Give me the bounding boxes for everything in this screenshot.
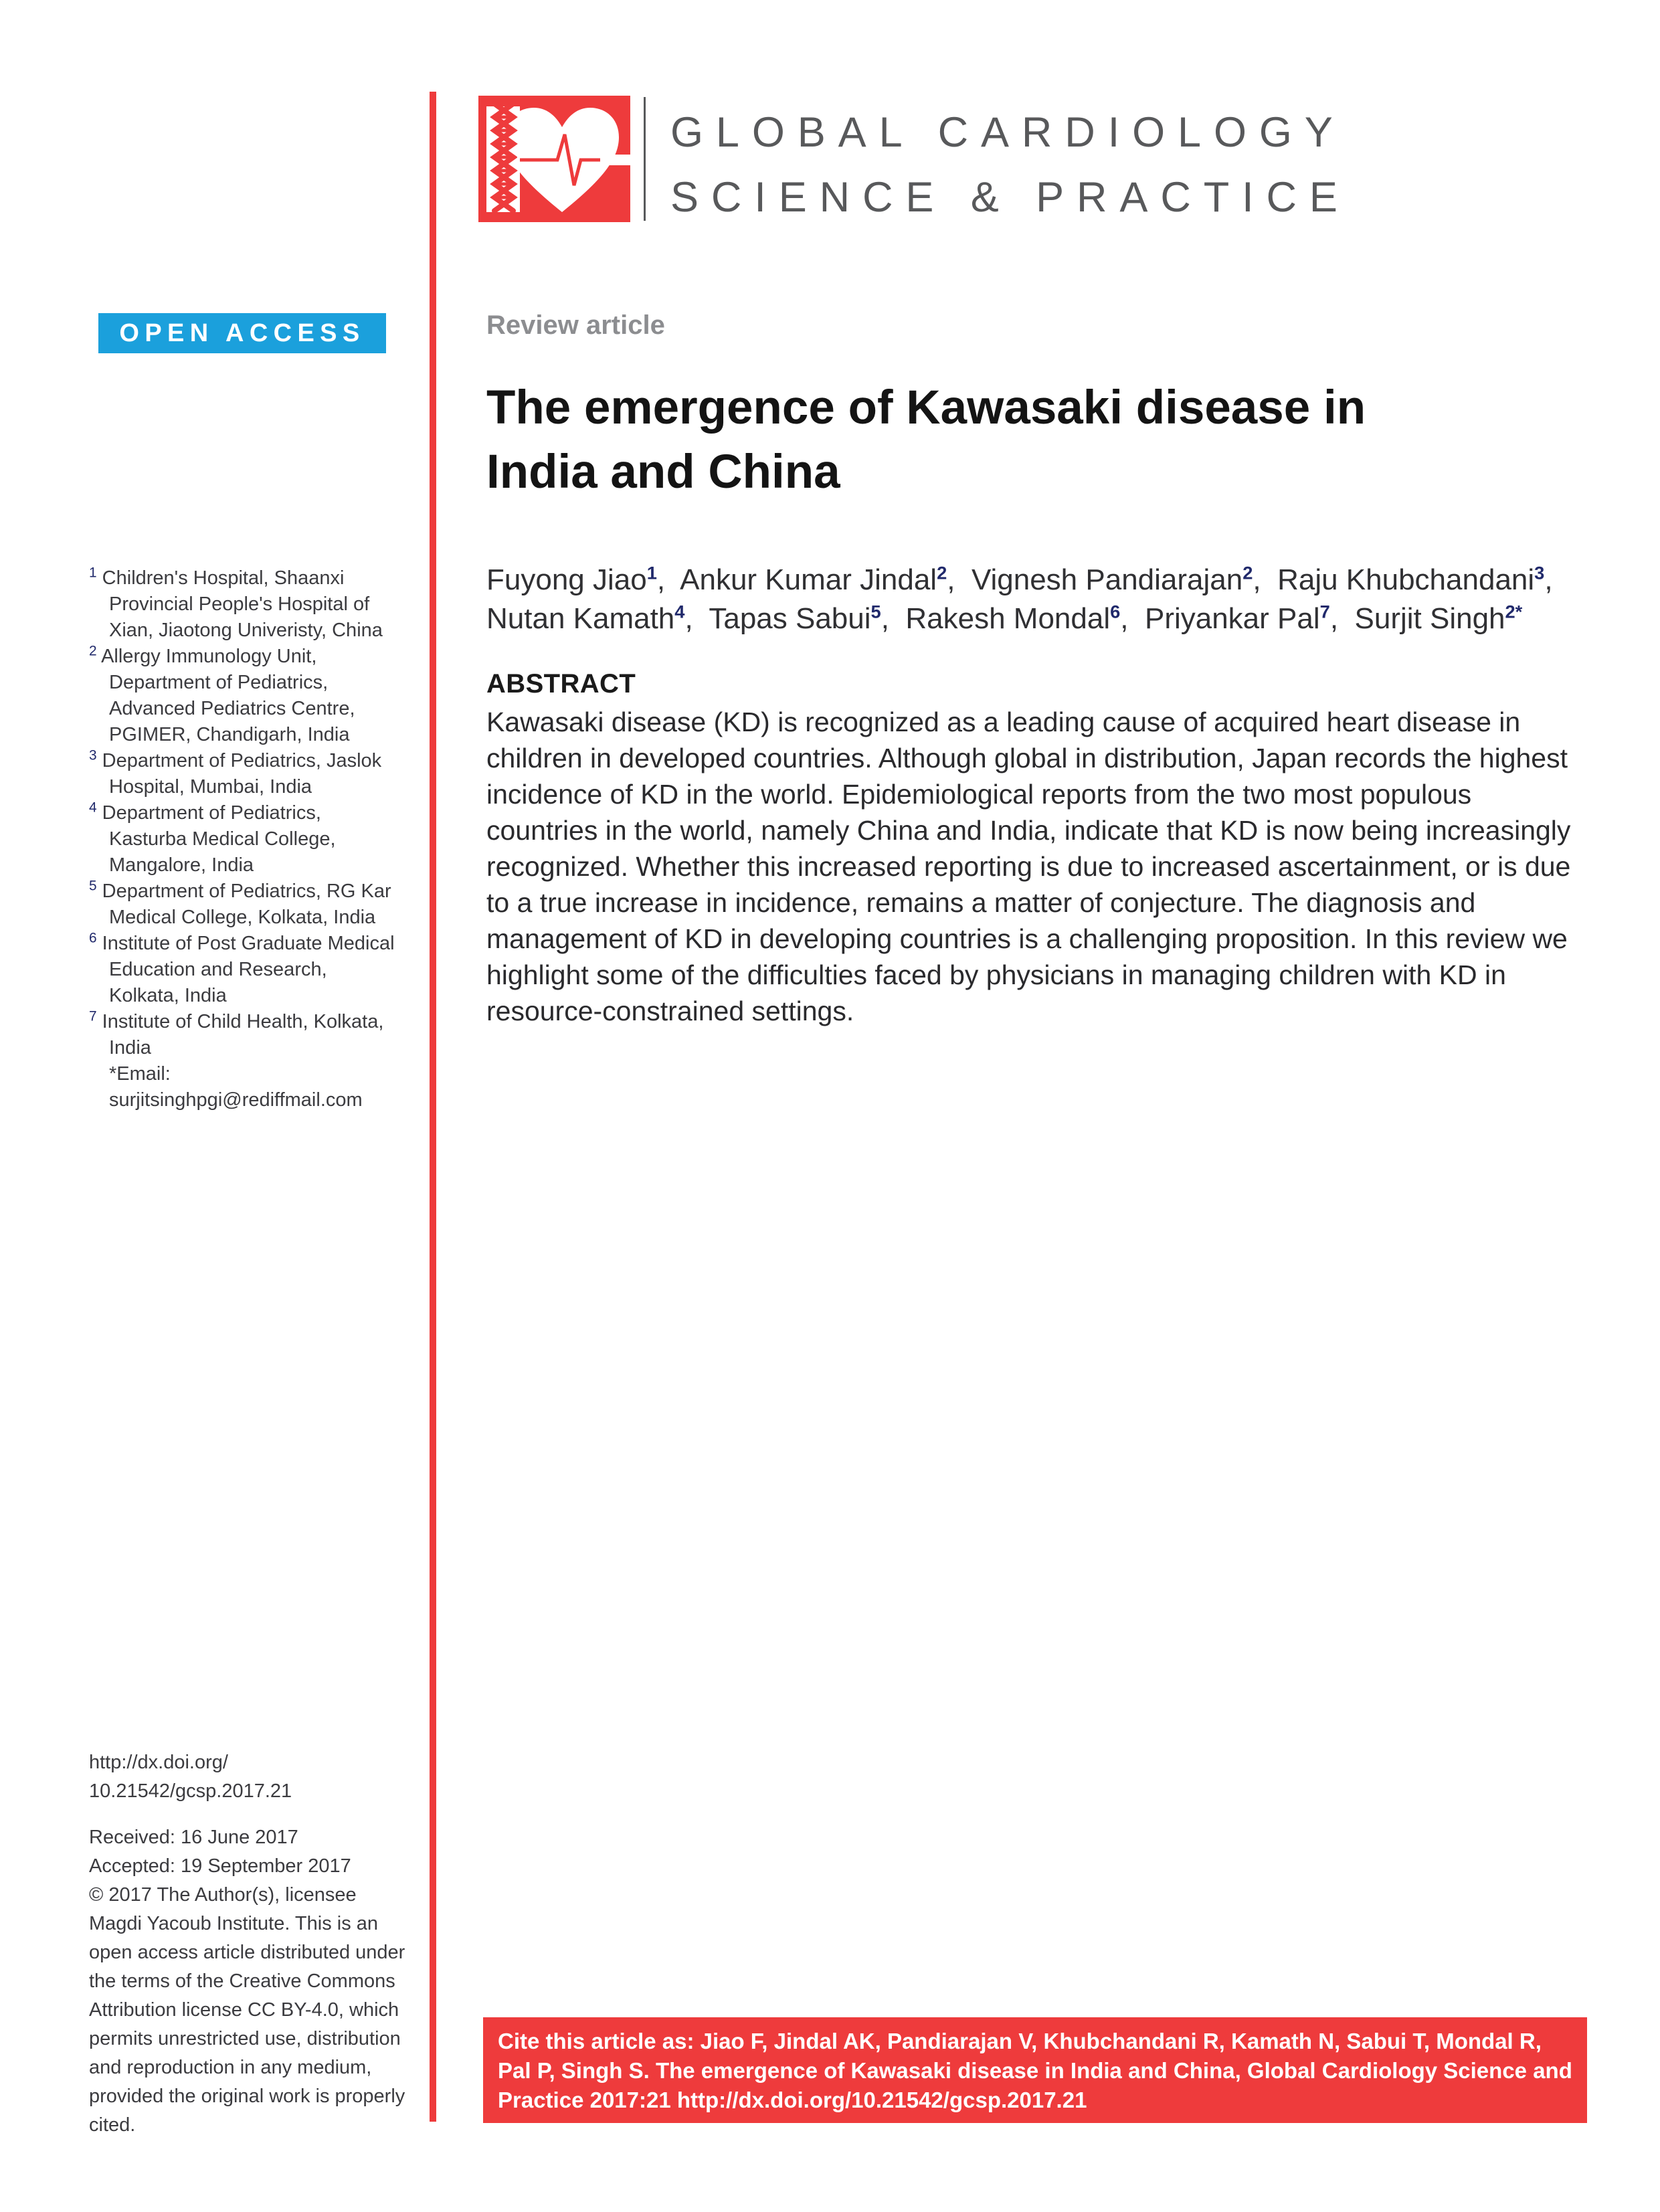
affiliations — [89, 565, 402, 1113]
corresponding-email[interactable]: *Email: surjitsinghpgi@rediffmail.com — [109, 1063, 363, 1111]
heart-dna-ekg-icon — [478, 96, 630, 222]
affiliation: $^6$ Institute of Post Graduate Medical Education and Research, Kolkata, India — [89, 930, 395, 1006]
logo-separator-rule — [644, 97, 646, 221]
received-date: Received: 16 June 2017 — [89, 1827, 298, 1848]
journal-name — [670, 100, 1350, 230]
article-title-line2: India and China — [486, 446, 840, 498]
author: Rakesh Mondal$^6$, — [905, 601, 1145, 635]
author: Fuyong Jiao$^1$, — [486, 562, 680, 596]
affiliation-list — [89, 565, 402, 1061]
sidebar-meta — [89, 1748, 409, 2140]
journal-logo — [478, 96, 630, 222]
author: Ankur Kumar Jindal$^2$, — [680, 562, 972, 596]
author: Nutan Kamath$^4$, — [486, 601, 709, 635]
dna-rungs — [498, 117, 509, 197]
affiliation: $^3$ Department of Pediatrics, Jaslok Hospital, Mumbai, India — [89, 747, 382, 798]
affiliation: $^1$ Children's Hospital, Shaanxi Provincial People's Hospital of Xian, Jiaotong Univeristy, China — [89, 565, 383, 641]
open-access-badge: OPEN ACCESS — [98, 313, 386, 353]
author: Surjit Singh$^{2*}$ — [1354, 601, 1523, 635]
affiliation: $^2$ Allergy Immunology Unit, Department of Pediatrics, Advanced Pediatrics Centre, PGIMER, Chandigarh, India — [89, 643, 355, 745]
article-title — [486, 376, 1624, 504]
author-list — [486, 561, 1617, 638]
citation-box — [483, 2017, 1587, 2123]
accepted-date: Accepted: 19 September 2017 — [89, 1855, 351, 1877]
doi-link[interactable] — [89, 1748, 409, 1806]
citation-text: Cite this article as: Jiao F, Jindal AK, Pandiarajan V, Khubchandani R, Kamath N, Sabui T, Mondal R, Pal P, Singh S. The emergence of Kawasaki disease in India and China, Global Cardiology Science and Practice 2017:21 http://dx.doi.org/10.21542/gcsp.2017.21 — [498, 2029, 1572, 2112]
author: Raju Khubchandani$^3$, — [1277, 562, 1561, 596]
doi-line2: 10.21542/gcsp.2017.21 — [89, 1780, 292, 1802]
author: Priyankar Pal$^7$, — [1144, 601, 1355, 635]
journal-name-line1: GLOBAL CARDIOLOGY — [670, 109, 1346, 156]
affiliation: $^7$ Institute of Child Health, Kolkata, India — [89, 1008, 384, 1058]
journal-name-line2: SCIENCE & PRACTICE — [670, 174, 1350, 221]
article-title-line1: The emergence of Kawasaki disease in — [486, 381, 1366, 434]
doi-line1: http://dx.doi.org/ — [89, 1752, 228, 1773]
article-type-label: Review article — [486, 310, 665, 340]
abstract-text: Kawasaki disease (KD) is recognized as a leading cause of acquired heart disease in children in developed countries. Although global in distribution, Japan records the highest incidence of KD in the world. Epidemiological reports from the two most populous countries in the world, namely China and India, indicate that KD is now being increasingly recognized. Whether this increased reporting is due to increased ascertainment, or is due to a true increase in incidence, remains a matter of conjecture. The diagnosis and management of KD in developing countries is a challenging proposition. In this review we highlight some of the difficulties faced by physicians in managing children with KD in resource-constrained settings. — [486, 707, 1571, 1026]
affiliation: $^5$ Department of Pediatrics, RG Kar Medical College, Kolkata, India — [89, 878, 391, 928]
column-divider-rule — [430, 92, 436, 2122]
affiliation: $^4$ Department of Pediatrics, Kasturba Medical College, Mangalore, India — [89, 800, 336, 876]
abstract-heading: ABSTRACT — [486, 669, 636, 699]
license-statement: © 2017 The Author(s), licensee Magdi Yacoub Institute. This is an open access article distributed under the terms of the Creative Commons Attribution license CC BY-4.0, which permits unrestricted use, distribution and reproduction in any medium, provided the original work is properly cited. — [89, 1884, 405, 2136]
author: Vignesh Pandiarajan$^2$, — [971, 562, 1278, 596]
author: Tapas Sabui$^5$, — [709, 601, 906, 635]
